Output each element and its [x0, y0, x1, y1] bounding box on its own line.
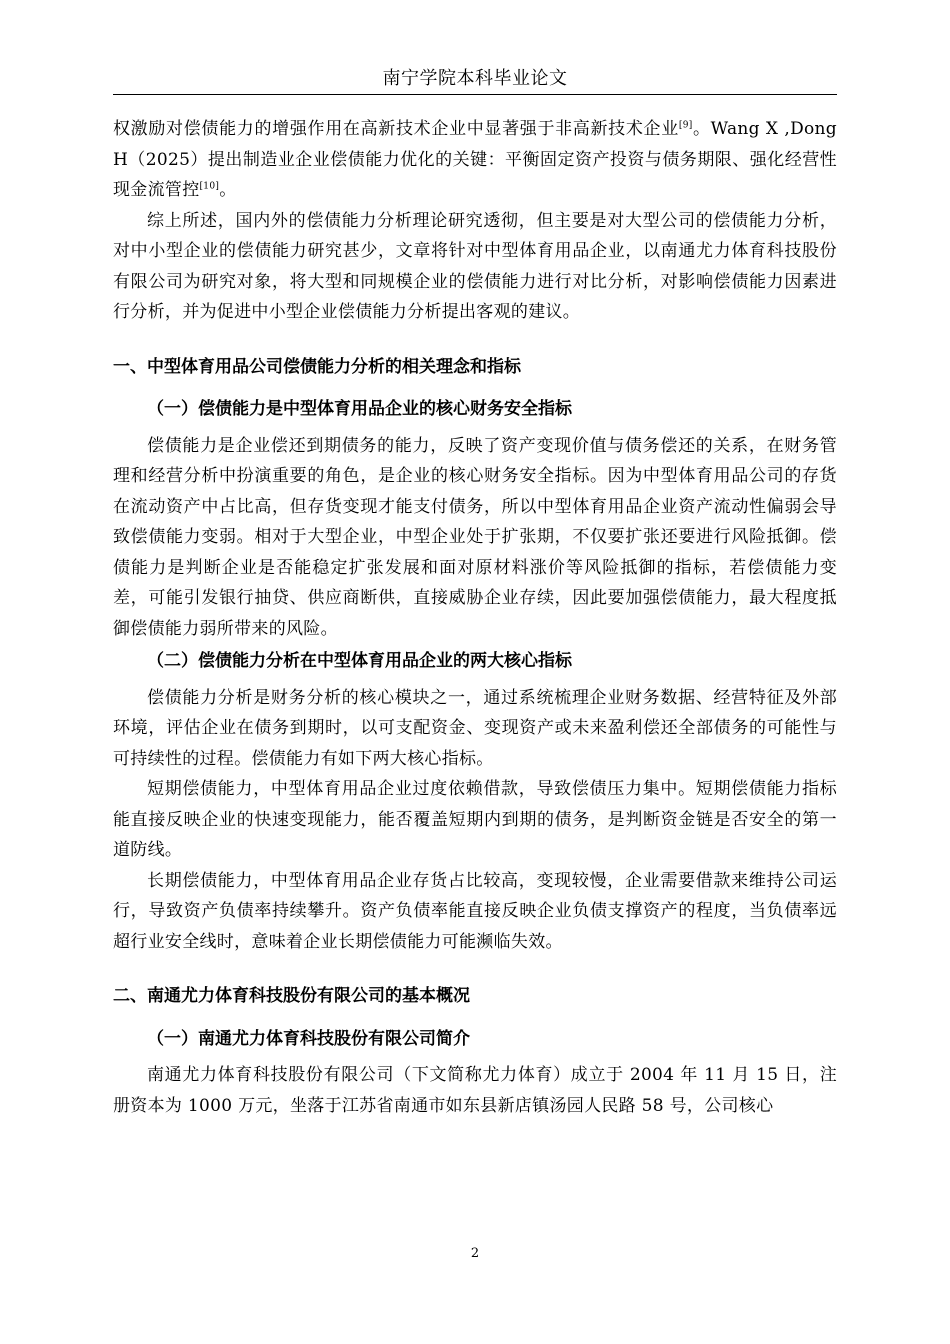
paragraph-continued — [113, 114, 837, 206]
citation-10: [10] — [199, 181, 220, 192]
header-title: 南宁学院本科毕业论文 — [382, 68, 568, 89]
section-2-1-body: 南通尤力体育科技股份有限公司（下文简称尤力体育）成立于 2004 年 11 月 15 日，注册资本为 1000 万元，坐落于江苏省南通市如东县新店镇汤园人民路 58 号，公司核心 — [113, 1065, 837, 1116]
paragraph-summary: 综上所述，国内外的偿债能力分析理论研究透彻，但主要是对大型公司的偿债能力分析，对中小型企业的偿债能力研究甚少，文章将针对中型体育用品企业，以南通尤力体育科技股份有限公司为研究对象，将大型和同规模企业的偿债能力进行对比分析，对影响偿债能力因素进行分析，并为促进中小型企业偿债能力分析提出客观的建议。 — [113, 210, 837, 322]
section-1-2-body-1: 偿债能力分析是财务分析的核心模块之一，通过系统梳理企业财务数据、经营特征及外部环境，评估企业在债务到期时，以可支配资金、变现资产或未来盈利偿还全部债务的可能性与可持续性的过程。偿债能力有如下两大核心指标。 — [113, 687, 837, 769]
citation-9: [9] — [678, 120, 693, 131]
section-1-1-body: 偿债能力是企业偿还到期债务的能力，反映了资产变现价值与债务偿还的关系，在财务管理和经营分析中扮演重要的角色，是企业的核心财务安全指标。因为中型体育用品公司的存货在流动资产中占比高，但存货变现才能支付债务，所以中型体育用品企业资产流动性偏弱会导致偿债能力变弱。相对于大型企业，中型企业处于扩张期，不仅要扩张还要进行风险抵御。偿债能力是判断企业是否能稳定扩张发展和面对原材料涨价等风险抵御的指标，若偿债能力变差，可能引发银行抽贷、供应商断供，直接威胁企业存续，因此要加强偿债能力，最大程度抵御偿债能力弱所带来的风险。 — [113, 435, 837, 639]
section-1-2-body-3: 长期偿债能力，中型体育用品企业存货占比较高，变现较慢，企业需要借款来维持公司运行，导致资产负债率持续攀升。资产负债率能直接反映企业负债支撑资产的程度，当负债率远超行业安全线时，意味着企业长期偿债能力可能濒临失效。 — [113, 870, 837, 952]
page-number — [0, 1246, 950, 1261]
paper-body — [113, 114, 837, 1121]
page-header — [113, 64, 837, 95]
section-2-heading: 二、南通尤力体育科技股份有限公司的基本概况 — [113, 986, 470, 1006]
page-number-text: 2 — [470, 1246, 480, 1261]
section-1-2-heading: （二）偿债能力分析在中型体育用品企业的两大核心指标 — [147, 651, 572, 671]
section-1-heading: 一、中型体育用品公司偿债能力分析的相关理念和指标 — [113, 356, 521, 377]
section-1-1-heading: （一）偿债能力是中型体育用品企业的核心财务安全指标 — [147, 399, 572, 419]
paragraph-text: 。Wang X ,Dong H（2025）提出制造业企业偿债能力优化的关键：平衡固定资产投资与债务期限、强化经营性现金流管控 — [113, 119, 837, 200]
section-1-2-body-2: 短期偿债能力，中型体育用品企业过度依赖借款，导致偿债压力集中。短期偿债能力指标能直接反映企业的快速变现能力，能否覆盖短期内到期的债务，是判断资金链是否安全的第一道防线。 — [113, 779, 837, 860]
paragraph-text: 权激励对偿债能力的增强作用在高新技术企业中显著强于非高新技术企业 — [113, 119, 679, 139]
paragraph-text: 。 — [219, 180, 237, 200]
section-2-1-heading: （一）南通尤力体育科技股份有限公司简介 — [147, 1028, 470, 1049]
